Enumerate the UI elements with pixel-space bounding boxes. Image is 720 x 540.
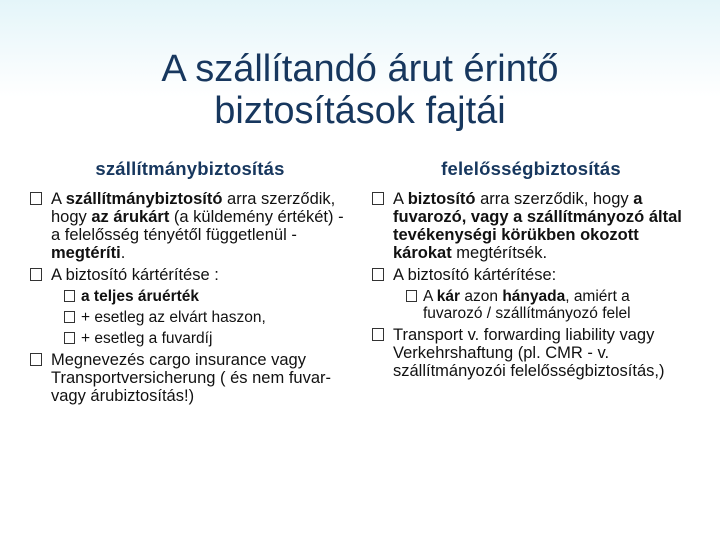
square-bullet-icon	[30, 268, 42, 281]
right-bullet-2: A biztosító kártérítése:	[372, 266, 690, 284]
right-column	[372, 158, 690, 384]
left-bullet-2: A biztosító kártérítése :	[30, 266, 350, 284]
slide-title	[0, 48, 720, 132]
square-bullet-icon	[30, 192, 42, 205]
left-bullet-3: Megnevezés cargo insurance vagy Transportversicherung ( és nem fuvar- vagy árubiztosítás!)	[30, 351, 350, 405]
left-subbullet-1: a teljes áruérték	[47, 288, 350, 305]
title-line-1: A szállítandó árut érintő	[161, 48, 559, 90]
square-bullet-icon	[64, 290, 75, 302]
left-column-heading: szállítmánybiztosítás	[95, 158, 285, 179]
square-bullet-icon	[372, 192, 384, 205]
right-bullet-1: A biztosító arra szerződik, hogy a fuvarozó, vagy a szállítmányozó által tevékenységi körükben okozott károkat megtérítsék.	[372, 190, 690, 262]
square-bullet-icon	[372, 268, 384, 281]
left-bullet-1: A szállítmánybiztosító arra szerződik, hogy az árukárt (a küldemény értékét) - a felelősség tényétől függetlenül - megtéríti.	[30, 190, 350, 262]
square-bullet-icon	[30, 353, 42, 366]
right-bullet-3: Transport v. forwarding liability vagy Verkehrshaftung (pl. CMR - v. szállítmányozói felelősségbiztosítás,)	[372, 326, 690, 380]
right-subbullet-1: A kár azon hányada, amiért a fuvarozó / szállítmányozó felel	[389, 288, 690, 322]
square-bullet-icon	[372, 328, 384, 341]
left-subbullet-3: + esetleg a fuvardíj	[47, 330, 350, 347]
square-bullet-icon	[406, 290, 417, 302]
title-line-2: biztosítások fajtái	[214, 90, 506, 132]
left-column	[30, 158, 350, 409]
left-subbullet-2: + esetleg az elvárt haszon,	[47, 309, 350, 326]
square-bullet-icon	[64, 332, 75, 344]
square-bullet-icon	[64, 311, 75, 323]
right-column-heading: felelősségbiztosítás	[441, 158, 621, 179]
